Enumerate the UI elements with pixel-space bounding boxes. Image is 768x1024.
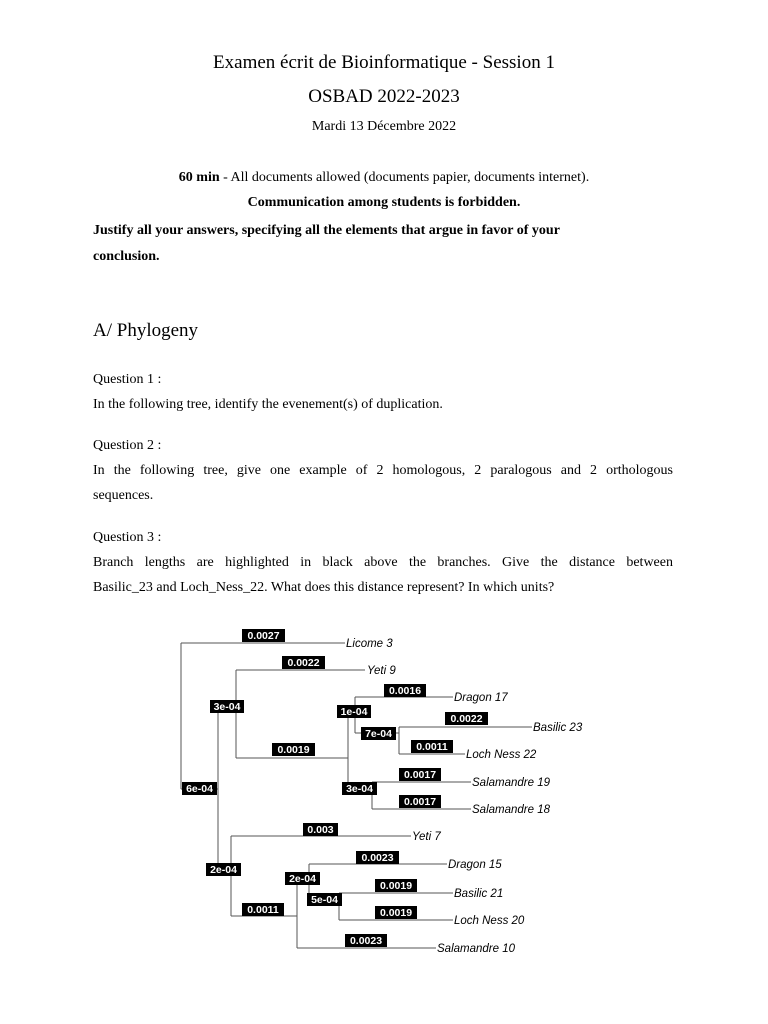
svg-text:6e-04: 6e-04 bbox=[186, 783, 213, 795]
node-length-0 bbox=[210, 700, 244, 713]
svg-text:5e-04: 5e-04 bbox=[311, 894, 338, 906]
svg-text:0.0023: 0.0023 bbox=[349, 935, 383, 947]
justify-line-2: conclusion. bbox=[93, 249, 160, 264]
svg-text:0.0019: 0.0019 bbox=[277, 744, 310, 756]
leaf-salamandre-18: Salamandre 18 bbox=[472, 804, 550, 816]
instructions-communication: Communication among students is forbidden. bbox=[247, 195, 521, 210]
leaf-loch-ness-22: Loch Ness 22 bbox=[466, 749, 537, 761]
leaf-salamandre-19: Salamandre 19 bbox=[472, 777, 550, 789]
svg-text:0.0027: 0.0027 bbox=[247, 630, 280, 642]
branch-length-9 bbox=[356, 851, 399, 864]
section-title: A/ Phylogeny bbox=[93, 320, 199, 341]
question-3-text-line-2: Basilic_23 and Loch_Ness_22. What does this distance represent? In which units? bbox=[93, 580, 555, 595]
branch-length-11 bbox=[375, 906, 417, 919]
node-length-7 bbox=[307, 893, 342, 906]
node-length-1 bbox=[337, 705, 371, 718]
tree-branches bbox=[181, 643, 532, 948]
svg-text:2e-04: 2e-04 bbox=[289, 873, 316, 885]
branch-length-12 bbox=[242, 903, 284, 916]
branch-length-0 bbox=[242, 629, 285, 642]
svg-text:0.003: 0.003 bbox=[307, 824, 334, 836]
node-length-2 bbox=[361, 727, 396, 740]
question-1-text: In the following tree, identify the evenement(s) of duplication. bbox=[93, 397, 443, 412]
documents-text: - All documents allowed (documents papier, documents internet). bbox=[219, 170, 590, 185]
exam-title: Examen écrit de Bioinformatique - Session 1 bbox=[213, 52, 555, 73]
svg-text:0.0022: 0.0022 bbox=[450, 713, 483, 725]
svg-text:7e-04: 7e-04 bbox=[365, 728, 392, 740]
branch-length-3 bbox=[445, 712, 488, 725]
branch-length-2 bbox=[384, 684, 426, 697]
leaf-dragon-17: Dragon 17 bbox=[454, 692, 508, 704]
leaf-salamandre-10: Salamandre 10 bbox=[437, 943, 515, 955]
leaf-yeti-7: Yeti 7 bbox=[412, 831, 441, 843]
node-length-5 bbox=[206, 863, 241, 876]
node-length-6 bbox=[285, 872, 320, 885]
question-2-label: Question 2 : bbox=[93, 438, 162, 453]
branch-length-7 bbox=[399, 795, 441, 808]
program-title: OSBAD 2022-2023 bbox=[308, 86, 460, 107]
branch-length-10 bbox=[375, 879, 417, 892]
svg-text:0.0023: 0.0023 bbox=[361, 852, 394, 864]
duration: 60 min bbox=[178, 170, 220, 185]
leaf-basilic-23: Basilic 23 bbox=[533, 722, 583, 734]
svg-text:0.0022: 0.0022 bbox=[287, 657, 320, 669]
question-3-label: Question 3 : bbox=[93, 530, 162, 545]
svg-text:0.0011: 0.0011 bbox=[247, 904, 279, 916]
svg-text:2e-04: 2e-04 bbox=[210, 864, 237, 876]
svg-text:3e-04: 3e-04 bbox=[213, 701, 241, 713]
node-length-4 bbox=[182, 782, 217, 795]
node-length-3 bbox=[342, 782, 377, 795]
branch-length-8 bbox=[303, 823, 338, 836]
branch-length-6 bbox=[399, 768, 441, 781]
question-3-text-line-1: Branch lengths are highlighted in black above the branches. Give the distance between bbox=[93, 555, 673, 570]
svg-text:0.0019: 0.0019 bbox=[379, 880, 413, 892]
question-2-text-line-2: sequences. bbox=[93, 488, 154, 503]
exam-date: Mardi 13 Décembre 2022 bbox=[311, 119, 457, 134]
branch-length-4 bbox=[411, 740, 453, 753]
leaf-loch-ness-20: Loch Ness 20 bbox=[454, 915, 525, 927]
leaf-licome-3: Licome 3 bbox=[346, 638, 393, 650]
leaf-basilic-21: Basilic 21 bbox=[454, 888, 504, 900]
branch-length-13 bbox=[345, 934, 387, 947]
branch-length-1 bbox=[282, 656, 325, 669]
svg-text:0.0016: 0.0016 bbox=[388, 685, 422, 697]
question-2-text-line-1: In the following tree, give one example of 2 homologous, 2 paralogous and 2 orthologous bbox=[93, 463, 673, 478]
leaf-yeti-9: Yeti 9 bbox=[367, 665, 396, 677]
branch-length-5 bbox=[272, 743, 315, 756]
svg-text:0.0011: 0.0011 bbox=[416, 741, 448, 753]
svg-text:0.0019: 0.0019 bbox=[379, 907, 413, 919]
leaf-dragon-15: Dragon 15 bbox=[448, 859, 502, 871]
svg-text:3e-04: 3e-04 bbox=[346, 783, 373, 795]
svg-text:1e-04: 1e-04 bbox=[340, 706, 368, 718]
svg-text:0.0017: 0.0017 bbox=[403, 796, 437, 808]
svg-text:0.0017: 0.0017 bbox=[403, 769, 437, 781]
justify-line-1: Justify all your answers, specifying all the elements that argue in favor of your bbox=[93, 223, 560, 238]
question-1-label: Question 1 : bbox=[93, 372, 162, 387]
